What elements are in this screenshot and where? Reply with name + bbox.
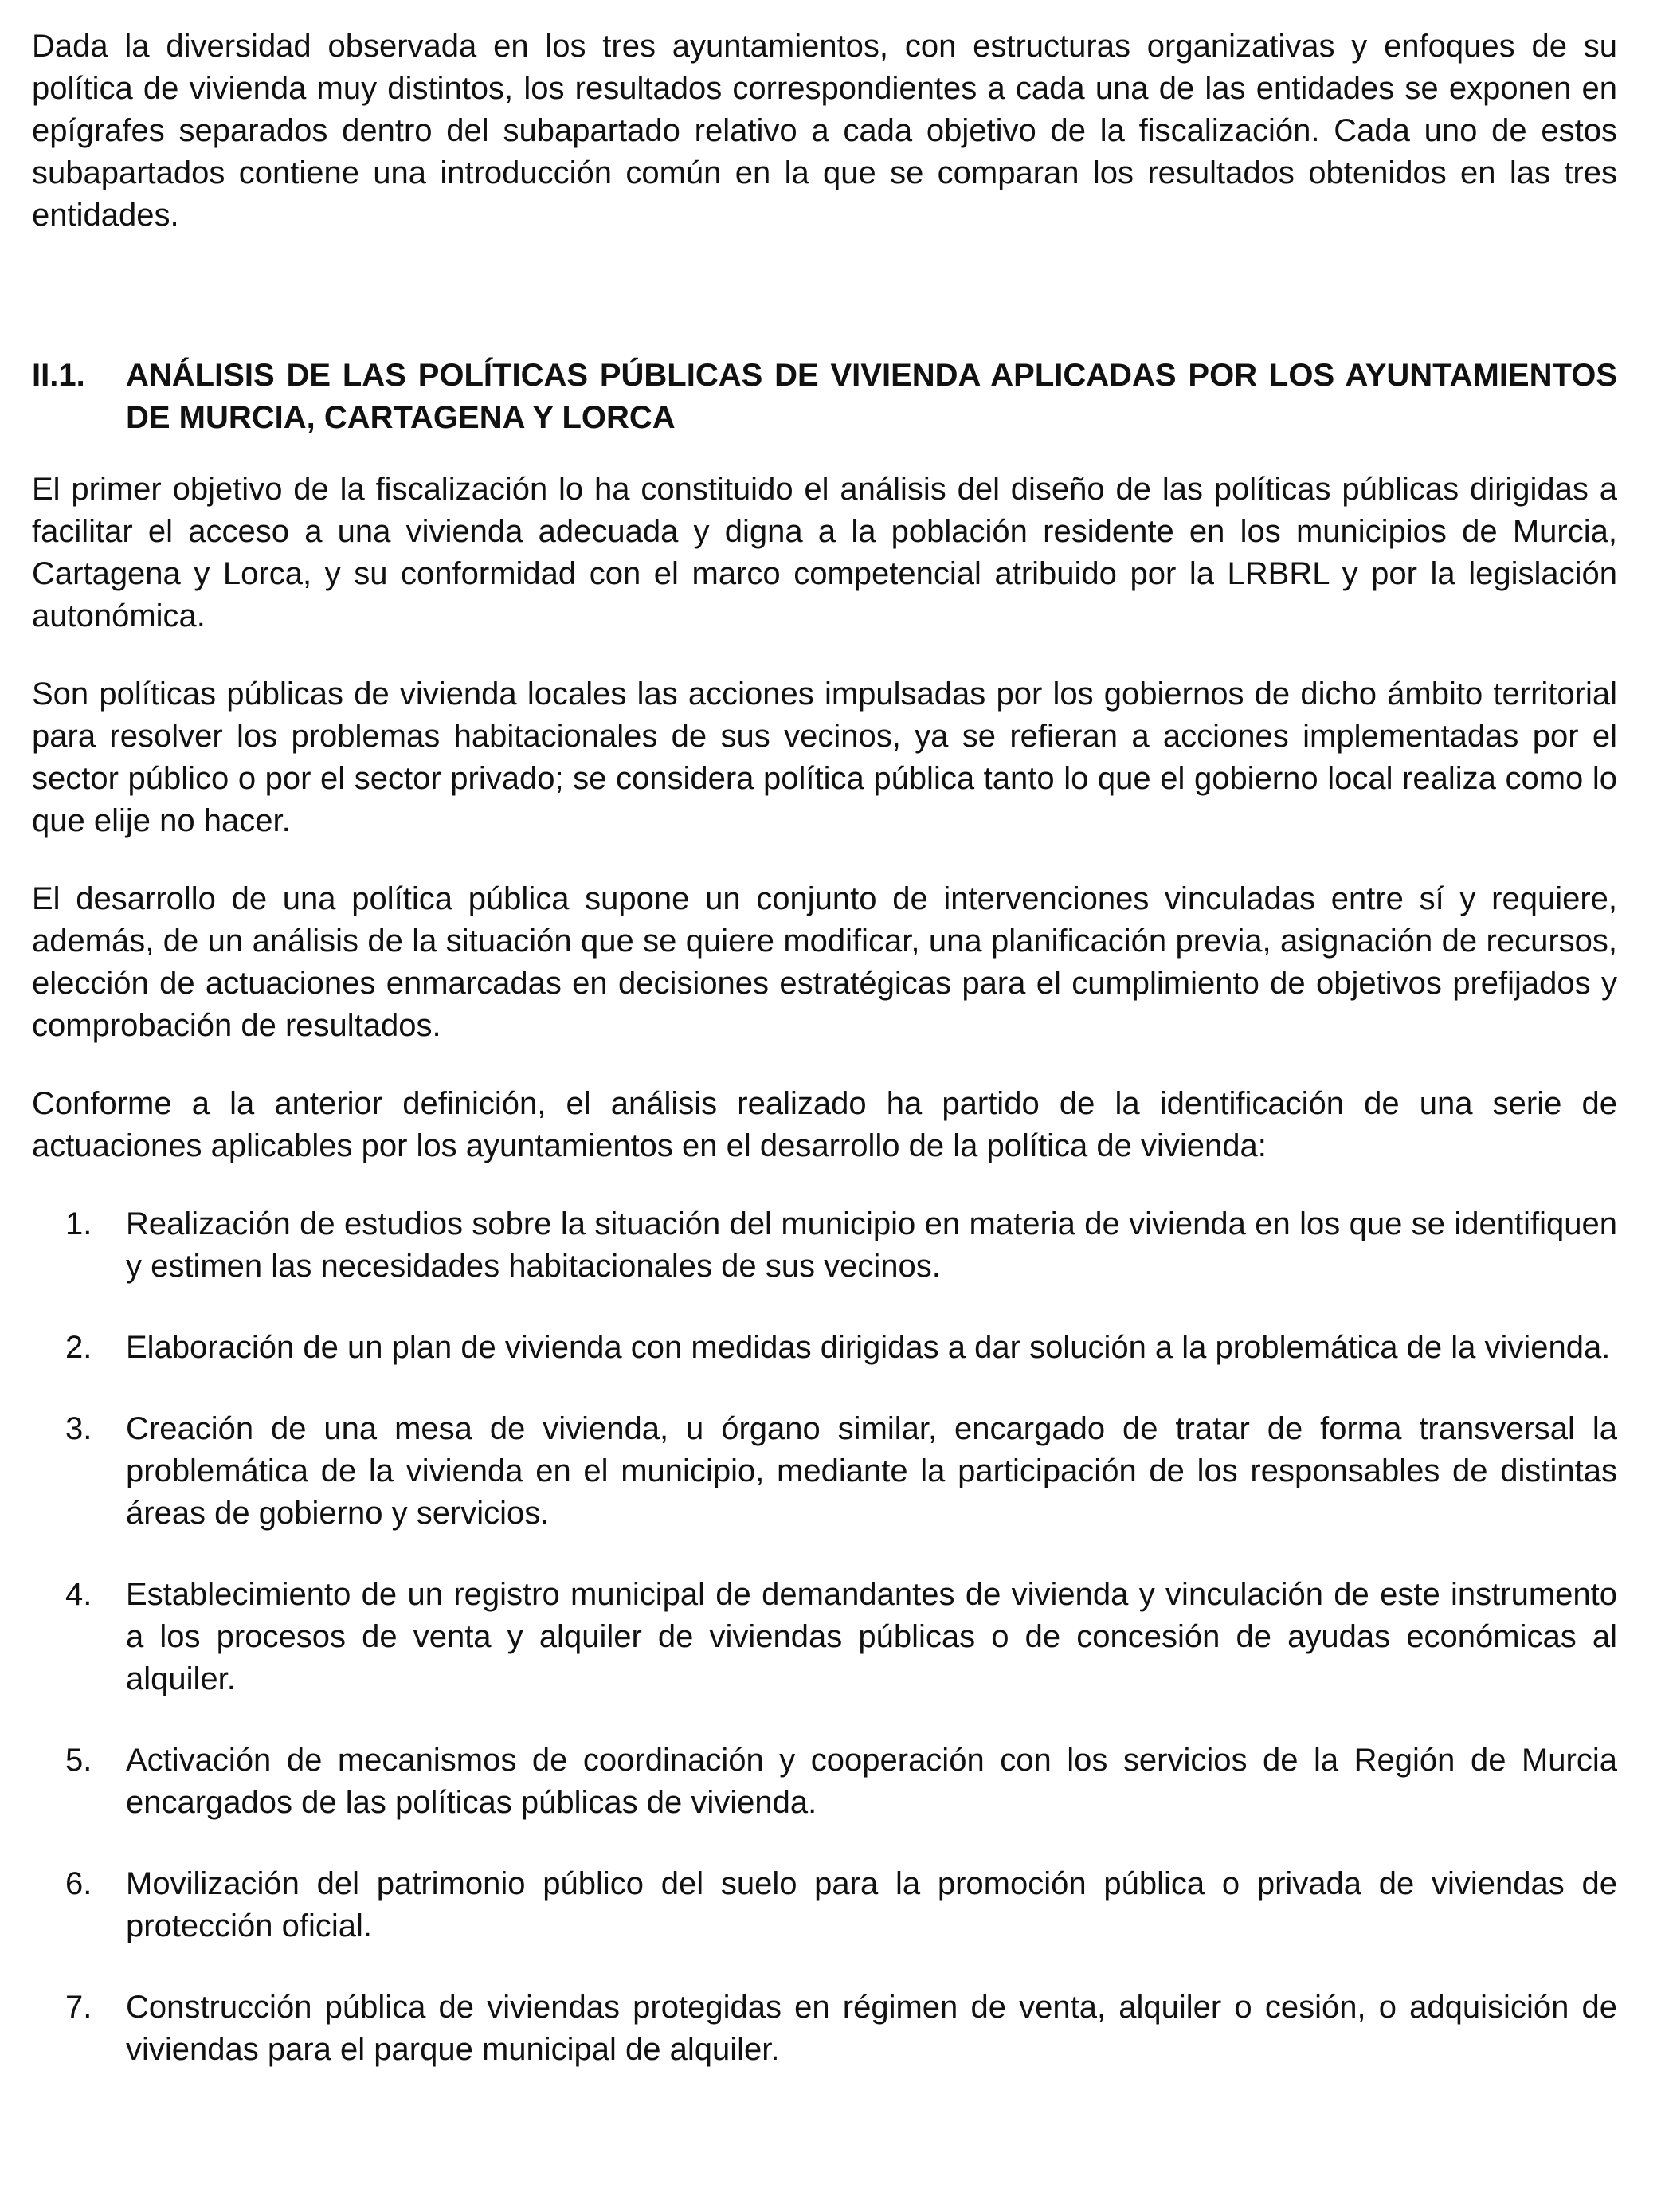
- list-item-text: Creación de una mesa de vivienda, u órgano similar, encargado de tratar de forma transversal la problemática de la vivienda en el municipio, mediante la participación de los responsables de distintas áreas de gobierno y servicios.: [126, 1411, 1617, 1531]
- list-item-text: Movilización del patrimonio público del suelo para la promoción pública o privada de viviendas de protección oficial.: [126, 1866, 1617, 1943]
- list-item-text: Realización de estudios sobre la situación del municipio en materia de vivienda en los que se identifiquen y estimen las necesidades habitacionales de sus vecinos.: [126, 1206, 1617, 1284]
- list-item-text: Activación de mecanismos de coordinación y cooperación con los servicios de la Región de Murcia encargados de las políticas públicas de vivienda.: [126, 1743, 1617, 1820]
- list-item-number: 2.: [65, 1330, 92, 1365]
- list-item-number: 5.: [65, 1743, 92, 1778]
- actions-list: [32, 1203, 1617, 2071]
- list-item: [32, 1203, 1617, 1288]
- list-item: [32, 1408, 1617, 1535]
- document-page: [32, 25, 1617, 2110]
- body-paragraph: El desarrollo de una política pública supone un conjunto de intervenciones vinculadas entre sí y requiere, además, de un análisis de la situación que se quiere modificar, una planificación previa, asignación de recursos, elección de actuaciones enmarcadas en decisiones estratégicas para el cumplimiento de objetivos prefijados y comprobación de resultados.: [32, 881, 1617, 1043]
- list-item-number: 7.: [65, 1990, 92, 2025]
- list-item: [32, 1739, 1617, 1824]
- list-item: [32, 1327, 1617, 1369]
- list-item-text: Establecimiento de un registro municipal de demandantes de vivienda y vinculación de este instrumento a los procesos de venta y alquiler de viviendas públicas o de concesión de ayudas económicas al alquiler.: [126, 1577, 1617, 1696]
- list-item-number: 3.: [65, 1411, 92, 1446]
- section-title: ANÁLISIS DE LAS POLÍTICAS PÚBLICAS DE VIVIENDA APLICADAS POR LOS AYUNTAMIENTOS DE MURCIA, CARTAGENA Y LORCA: [126, 358, 1617, 435]
- list-item-number: 4.: [65, 1577, 92, 1612]
- list-item: [32, 1863, 1617, 1947]
- body-paragraph: Conforme a la anterior definición, el análisis realizado ha partido de la identificación de una serie de actuaciones aplicables por los ayuntamientos en el desarrollo de la política de vivienda:: [32, 1086, 1617, 1163]
- body-paragraph: Son políticas públicas de vivienda locales las acciones impulsadas por los gobiernos de dicho ámbito territorial para resolver los problemas habitacionales de sus vecinos, ya se refieran a acciones implementadas por el sector público o por el sector privado; se considera política pública tanto lo que el gobierno local realiza como lo que elije no hacer.: [32, 677, 1617, 838]
- list-item-number: 6.: [65, 1866, 92, 1901]
- section-number: II.1.: [32, 358, 85, 393]
- list-item: [32, 1574, 1617, 1700]
- list-item-text: Construcción pública de viviendas protegidas en régimen de venta, alquiler o cesión, o adquisición de viviendas para el parque municipal de alquiler.: [126, 1990, 1617, 2067]
- list-item-number: 1.: [65, 1206, 92, 1241]
- section-heading: [32, 355, 1617, 439]
- intro-paragraph: Dada la diversidad observada en los tres ayuntamientos, con estructuras organizativas y enfoques de su política de vivienda muy distintos, los resultados correspondientes a cada una de las entidades se exponen en epígrafes separados dentro del subapartado relativo a cada objetivo de la fiscalización. Cada uno de estos subapartados contiene una introducción común en la que se comparan los resultados obtenidos en las tres entidades.: [32, 29, 1617, 233]
- body-paragraph: El primer objetivo de la fiscalización lo ha constituido el análisis del diseño de las políticas públicas dirigidas a facilitar el acceso a una vivienda adecuada y digna a la población residente en los municipios de Murcia, Cartagena y Lorca, y su conformidad con el marco competencial atribuido por la LRBRL y por la legislación autonómica.: [32, 472, 1617, 633]
- list-item-text: Elaboración de un plan de vivienda con medidas dirigidas a dar solución a la problemática de la vivienda.: [126, 1330, 1611, 1365]
- list-item: [32, 1986, 1617, 2071]
